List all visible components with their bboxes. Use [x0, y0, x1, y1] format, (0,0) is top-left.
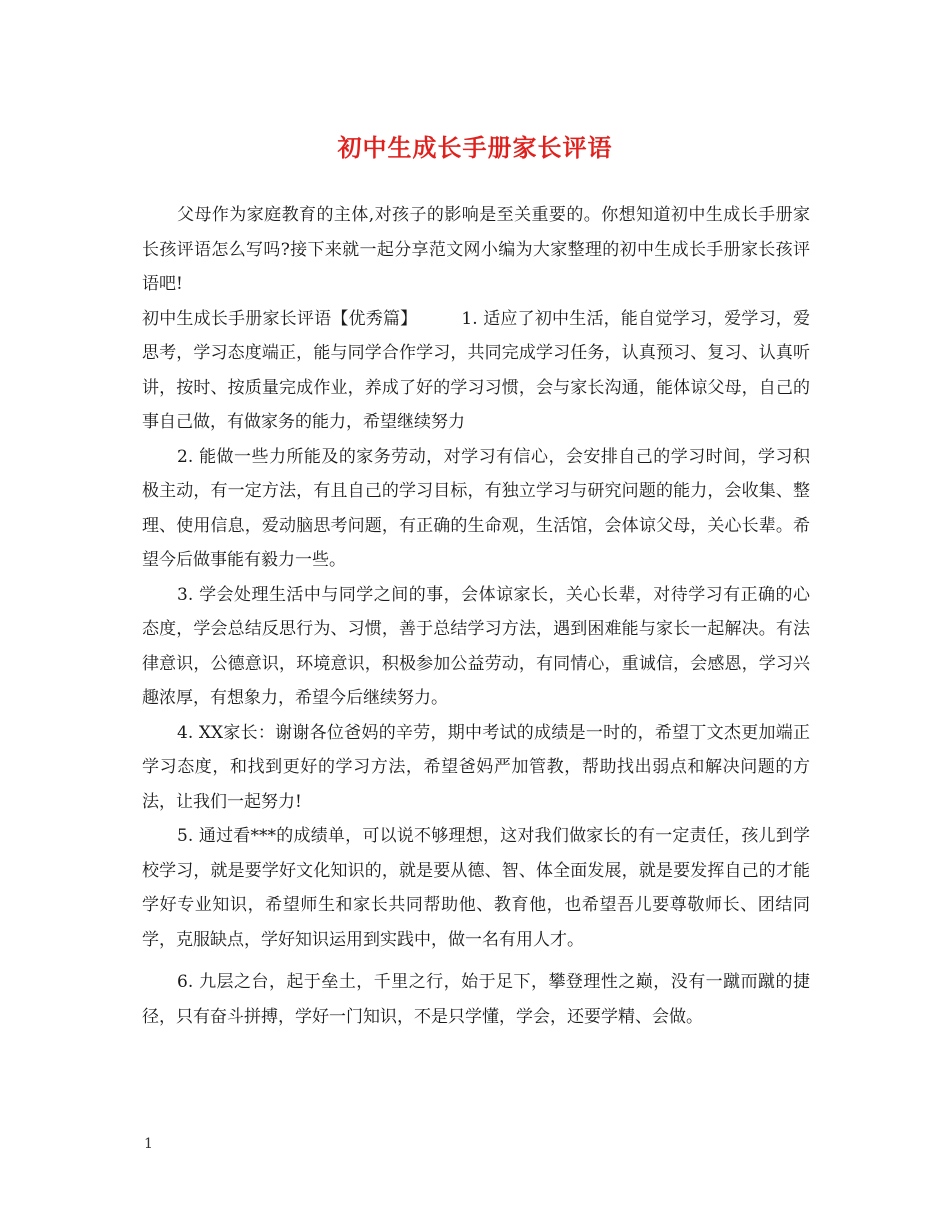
document-body: [142, 198, 810, 1034]
item-2: 2. 能做一些力所能及的家务劳动，对学习有信心，会安排自己的学习时间，学习积极主动，有一定方法，有且自己的学习目标，有独立学习与研究问题的能力，会收集、整理、使用信息，爱动脑思考问题，有正确的生命观，生活馆，会体谅父母，关心长辈。希望今后做事能有毅力一些。: [142, 446, 810, 570]
item-4: 4. XX家长：谢谢各位爸妈的辛劳，期中考试的成绩是一时的，希望丁文杰更加端正学习态度，和找到更好的学习方法，希望爸妈严加管教，帮助找出弱点和解决问题的方法，让我们一起努力!: [142, 722, 810, 812]
item-6: 6. 九层之台，起于垒土，千里之行，始于足下，攀登理性之巅，没有一蹴而蹴的捷径，只有奋斗拼搏，学好一门知识，不是只学懂，学会，还要学精、会做。: [142, 972, 810, 1027]
intro-paragraph: 父母作为家庭教育的主体,对孩子的影响是至关重要的。你想知道初中生成长手册家长孩评语怎么写吗?接下来就一起分享范文网小编为大家整理的初中生成长手册家长孩评语吧!: [142, 205, 810, 294]
section-heading: 初中生成长手册家长评语【优秀篇】: [142, 308, 418, 329]
page-number: 1: [144, 1136, 153, 1152]
item-1: 1. 适应了初中生活，能自觉学习，爱学习，爱思考，学习态度端正，能与同学合作学习，共同完成学习任务，认真预习、复习、认真听讲，按时、按质量完成作业，养成了好的学习习惯，会与家长沟通，能体谅父母，自己的事自己做，有做家务的能力，希望继续努力: [142, 308, 811, 432]
document-title: 初中生成长手册家长评语: [337, 133, 613, 162]
item-5: 5. 通过看***的成绩单，可以说不够理想，这对我们做家长的有一定责任，孩儿到学校学习，就是要学好文化知识的，就是要从德、智、体全面发展，就是要发挥自己的才能学好专业知识，希望师生和家长共同帮助他、教育他，也希望吾儿要尊敬师长、团结同学，克服缺点，学好知识运用到实践中，做一名有用人才。: [142, 826, 810, 950]
item-3: 3. 学会处理生活中与同学之间的事，会体谅家长，关心长辈，对待学习有正确的心态度，学会总结反思行为、习惯，善于总结学习方法，遇到困难能与家长一起解决。有法律意识，公德意识，环境意识，积极参加公益劳动，有同情心，重诚信，会感恩，学习兴趣浓厚，有想象力，希望今后继续努力。: [142, 584, 810, 708]
section-paragraph: [142, 302, 810, 440]
